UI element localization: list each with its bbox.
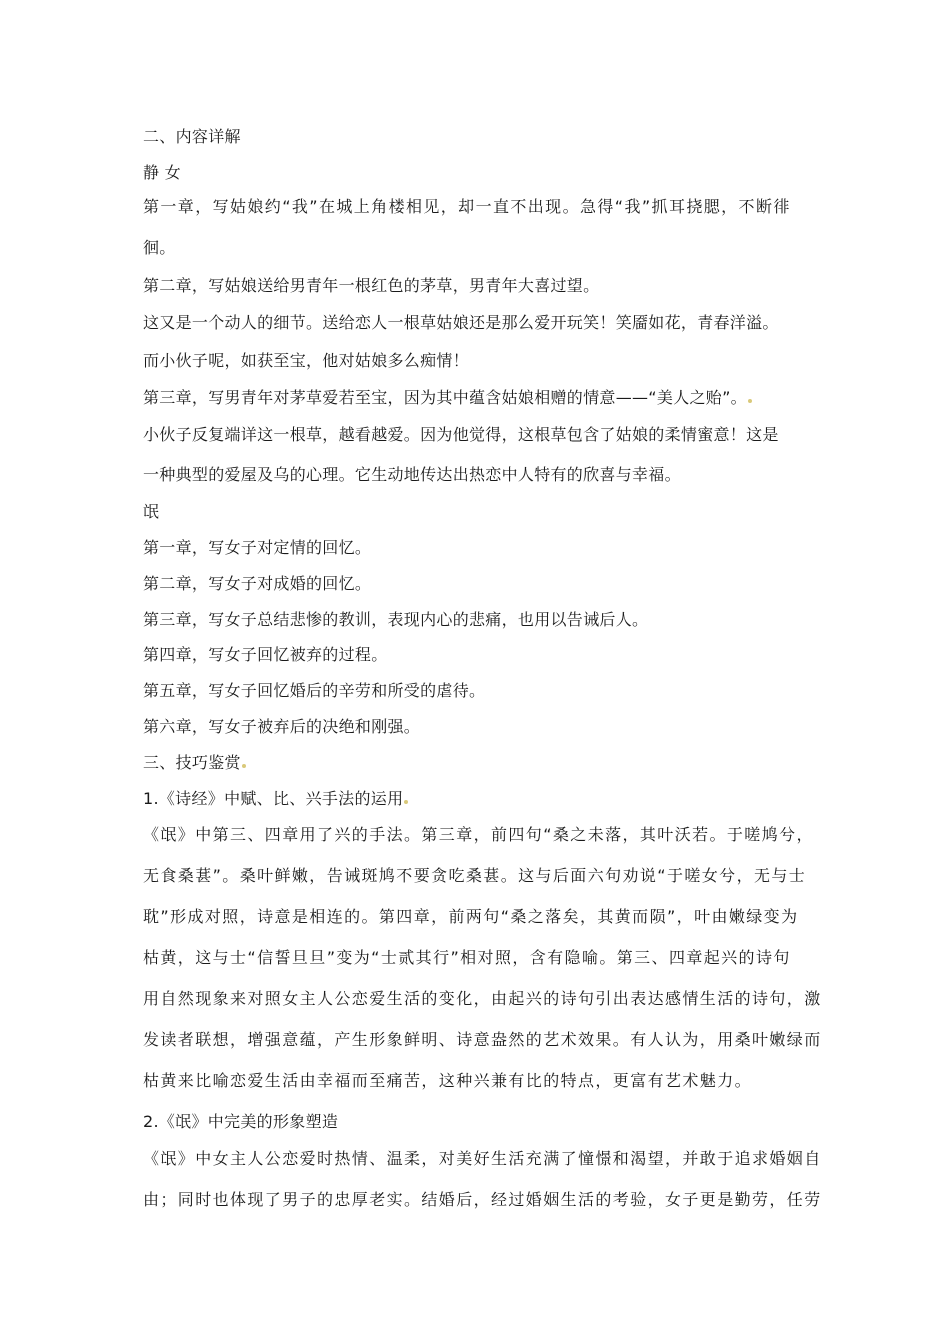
paragraph-line: 这又是一个动人的细节。送给恋人一根草姑娘还是那么爱开玩笑！笑靥如花，青春洋溢。	[143, 313, 779, 332]
paragraph-line: 发读者联想，增强意蕴，产生形象鲜明、诗意盎然的艺术效果。有人认为，用桑叶嫩绿而	[143, 1030, 822, 1049]
mark-dot	[748, 399, 752, 403]
paragraph-line: 由；同时也体现了男子的忠厚老实。结婚后，经过婚姻生活的考验，女子更是勤劳，任劳	[143, 1190, 822, 1209]
paragraph-line: 第四章，写女子回忆被弃的过程。	[143, 645, 388, 664]
poem-title-mang: 氓	[143, 502, 160, 521]
paragraph-line: 小伙子反复端详这一根草，越看越爱。因为他觉得，这根草包含了姑娘的柔情蜜意！这是	[143, 425, 779, 444]
paragraph-text: 第三章，写男青年对茅草爱若至宝，因为其中蕴含姑娘相赠的情意——“美人之贻”。	[143, 388, 747, 407]
paragraph-line: 徊。	[143, 238, 176, 257]
paragraph-line: 一种典型的爱屋及乌的心理。它生动地传达出热恋中人特有的欣喜与幸福。	[143, 465, 681, 484]
heading-text: 三、技巧鉴赏	[143, 753, 241, 772]
paragraph-line: 第五章，写女子回忆婚后的辛劳和所受的虐待。	[143, 681, 486, 700]
section-heading-content-detail: 二、内容详解	[143, 127, 241, 146]
section-heading-technique	[143, 753, 833, 773]
paragraph-line	[143, 388, 833, 408]
paragraph-line: 第六章，写女子被弃后的决绝和刚强。	[143, 717, 421, 736]
paragraph-line: 耽”形成对照，诗意是相连的。第四章，前两句“桑之落矣，其黄而陨”，叶由嫩绿变为	[143, 907, 799, 926]
paragraph-line: 第一章，写女子对定情的回忆。	[143, 538, 372, 557]
heading-text: 1.《诗经》中赋、比、兴手法的运用	[143, 789, 404, 808]
paragraph-line: 第二章，写姑娘送给男青年一根红色的茅草，男青年大喜过望。	[143, 276, 600, 295]
paragraph-line: 第一章，写姑娘约“我”在城上角楼相见，却一直不出现。急得“我”抓耳挠腮，不断徘	[143, 197, 791, 216]
paragraph-line: 而小伙子呢，如获至宝，他对姑娘多么痴情！	[143, 351, 470, 370]
paragraph-line: 无食桑葚”。桑叶鲜嫩，告诫斑鸠不要贪吃桑葚。这与后面六句劝说“于嗟女兮，无与士	[143, 866, 807, 885]
paragraph-line: 用自然现象来对照女主人公恋爱生活的变化，由起兴的诗句引出表达感情生活的诗句，激	[143, 989, 822, 1008]
mark-dot	[404, 800, 408, 804]
mark-dot	[242, 764, 246, 768]
paragraph-line: 第二章，写女子对成婚的回忆。	[143, 574, 372, 593]
paragraph-line: 枯黄来比喻恋爱生活由幸福而至痛苦，这种兴兼有比的特点，更富有艺术魅力。	[143, 1071, 753, 1090]
poem-title-jingnv: 静 女	[143, 163, 181, 182]
paragraph-line: 《氓》中第三、四章用了兴的手法。第三章，前四句“桑之未落，其叶沃若。于嗟鸠兮，	[143, 825, 814, 844]
subsection-heading-2: 2.《氓》中完美的形象塑造	[143, 1112, 339, 1131]
subsection-heading-1	[143, 789, 833, 809]
paragraph-line: 第三章，写女子总结悲惨的教训，表现内心的悲痛，也用以告诫后人。	[143, 610, 649, 629]
paragraph-line: 《氓》中女主人公恋爱时热情、温柔，对美好生活充满了憧憬和渴望，并敢于追求婚姻自	[143, 1149, 822, 1168]
paragraph-line: 枯黄，这与士“信誓旦旦”变为“士贰其行”相对照，含有隐喻。第三、四章起兴的诗句	[143, 948, 791, 967]
